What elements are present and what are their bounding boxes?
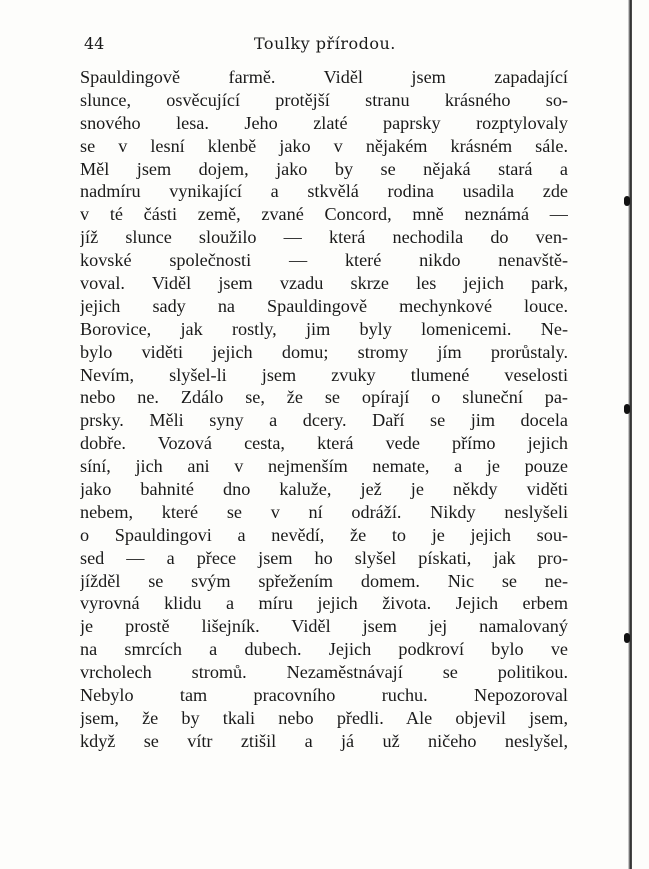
- text-line: snového lesa. Jeho zlaté paprsky rozptylovaly: [80, 112, 568, 133]
- text-line: kovské společnosti — které nikdo nenavště-: [80, 250, 568, 271]
- text-line: Borovice, jak rostly, jim byly lomenicemi. Ne-: [80, 318, 568, 339]
- text-line: o Spauldingovi a nevědí, že to je jejich sou-: [80, 524, 568, 545]
- text-line: jako bahnité dno kaluže, jež je někdy viděti: [80, 479, 568, 500]
- text-line: Spauldingově farmě. Viděl jsem zapadající: [80, 67, 568, 87]
- text-line: síní, jich ani v nejmenším nemate, a je pouze: [80, 456, 568, 477]
- body-text: [80, 66, 568, 753]
- text-line: jejich sady na Spauldingově mechynkové louce.: [80, 295, 568, 316]
- text-line: na smrcích a dubech. Jejich podkroví bylo ve: [80, 639, 568, 660]
- edge-ink-mark: [624, 404, 630, 414]
- text-line: voval. Viděl jsem vzadu skrze les jejich park,: [80, 273, 568, 294]
- text-line: jíž slunce sloužilo — která nechodila do ven-: [80, 227, 568, 248]
- text-line: Měl jsem dojem, jako by se nějaká stará a: [80, 158, 568, 179]
- text-line: v té části země, zvané Concord, mně neznámá —: [80, 204, 568, 225]
- text-line: sed — a přece jsem ho slyšel pískati, jak pro-: [80, 547, 568, 568]
- text-line: dobře. Vozová cesta, která vede přímo jejich: [80, 433, 568, 454]
- text-line: nebem, které se v ní odráží. Nikdy neslyšeli: [80, 501, 568, 522]
- text-line: se v lesní klenbě jako v nějakém krásném sále.: [80, 135, 568, 156]
- text-line: když se vítr ztišil a já už ničeho neslyšel,: [80, 730, 568, 751]
- page-number: 44: [84, 34, 105, 53]
- text-line: vrcholech stromů. Nezaměstnávají se politikou.: [80, 662, 568, 683]
- running-title: Toulky přírodou.: [254, 34, 396, 53]
- edge-ink-mark: [624, 633, 630, 643]
- edge-ink-mark: [624, 196, 630, 206]
- page-binding-edge: [628, 0, 632, 869]
- text-line: nadmíru vynikající a stkvělá rodina usadila zde: [80, 181, 568, 202]
- text-line: jížděl se svým spřežením domem. Nic se ne-: [80, 570, 568, 591]
- text-line: vyrovná klidu a míru jejich života. Jejich erbem: [80, 593, 568, 614]
- text-line: Nevím, slyšel-li jsem zvuky tlumené veselosti: [80, 364, 568, 385]
- text-line: Nebylo tam pracovního ruchu. Nepozoroval: [80, 685, 568, 706]
- text-line: jsem, že by tkali nebo předli. Ale objevil jsem,: [80, 707, 568, 728]
- text-line: nebo ne. Zdálo se, že se opírají o sluneční pa-: [80, 387, 568, 408]
- page-header: [84, 34, 566, 58]
- text-line: bylo viděti jejich domu; stromy jím prorůstaly.: [80, 341, 568, 362]
- text-line: je prostě lišejník. Viděl jsem jej namalovaný: [80, 616, 568, 637]
- text-line: slunce, osvěcující protější stranu krásného so-: [80, 89, 568, 110]
- text-line: prsky. Měli syny a dcery. Daří se jim docela: [80, 410, 568, 431]
